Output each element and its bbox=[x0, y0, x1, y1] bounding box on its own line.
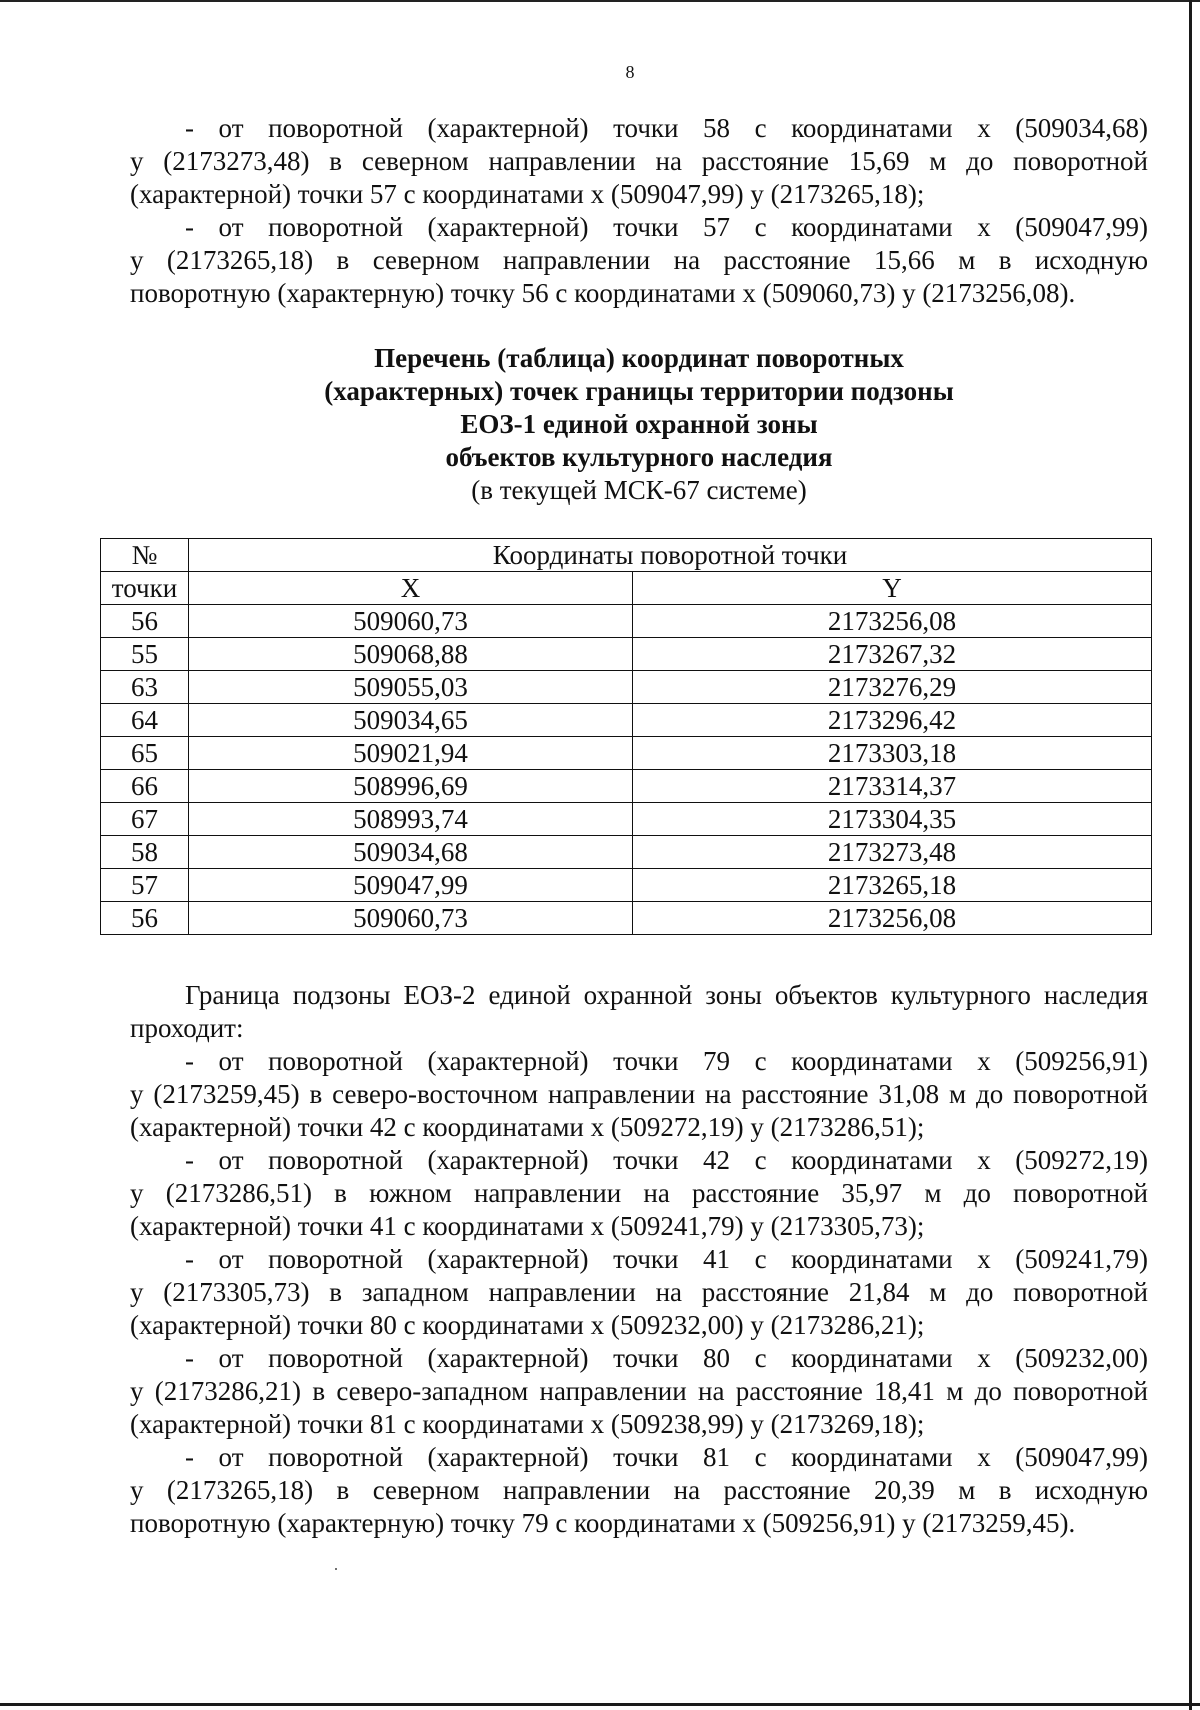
table-row bbox=[101, 704, 1152, 737]
table-row bbox=[101, 836, 1152, 869]
table-row bbox=[101, 671, 1152, 704]
heading-line: (характерных) точек границы территории подзоны bbox=[324, 376, 954, 406]
header-no: № bbox=[101, 539, 189, 572]
cell-point: 63 bbox=[101, 671, 189, 704]
text-line: (характерной) точки 80 с координатами х (509232,00) у (2173286,21); bbox=[130, 1310, 925, 1340]
cell-y: 2173256,08 bbox=[633, 902, 1152, 935]
text-line: у (2173273,48) в северном направлении на расстояние 15,69 м до поворотной bbox=[130, 146, 1148, 176]
cell-point: 67 bbox=[101, 803, 189, 836]
cell-x: 508996,69 bbox=[189, 770, 633, 803]
cell-x: 509068,88 bbox=[189, 638, 633, 671]
cell-x: 509021,94 bbox=[189, 737, 633, 770]
text-line: (характерной) точки 42 с координатами х (509272,19) у (2173286,51); bbox=[130, 1112, 925, 1142]
text-line: - от поворотной (характерной) точки 81 с координатами х (509047,99) bbox=[185, 1442, 1148, 1472]
paragraph-point-57 bbox=[130, 211, 1148, 310]
paragraph-point-80 bbox=[130, 1342, 1148, 1441]
scan-edge-top bbox=[0, 0, 1200, 6]
heading-line: объектов культурного наследия bbox=[445, 442, 833, 472]
cell-x: 509060,73 bbox=[189, 902, 633, 935]
cell-x: 509060,73 bbox=[189, 605, 633, 638]
text-line: - от поворотной (характерной) точки 42 с координатами х (509272,19) bbox=[185, 1145, 1148, 1175]
cell-point: 56 bbox=[101, 605, 189, 638]
cell-y: 2173303,18 bbox=[633, 737, 1152, 770]
cell-point: 55 bbox=[101, 638, 189, 671]
header-coordinates: Координаты поворотной точки bbox=[189, 539, 1152, 572]
heading-subtitle: (в текущей МСК-67 системе) bbox=[471, 475, 807, 505]
text-line: у (2173286,51) в южном направлении на расстояние 35,97 м до поворотной bbox=[130, 1178, 1148, 1208]
paragraph-point-81 bbox=[130, 1441, 1148, 1540]
cell-y: 2173265,18 bbox=[633, 869, 1152, 902]
cell-point: 56 bbox=[101, 902, 189, 935]
scan-edge-right bbox=[1189, 0, 1192, 1710]
paragraph-point-58 bbox=[130, 112, 1148, 211]
cell-y: 2173273,48 bbox=[633, 836, 1152, 869]
text-line: у (2173259,45) в северо-восточном направлении на расстояние 31,08 м до поворотной bbox=[130, 1079, 1148, 1109]
cell-point: 58 bbox=[101, 836, 189, 869]
cell-y: 2173256,08 bbox=[633, 605, 1152, 638]
cell-y: 2173267,32 bbox=[633, 638, 1152, 671]
scan-speck bbox=[335, 1568, 337, 1570]
table-row bbox=[101, 737, 1152, 770]
table-row bbox=[101, 803, 1152, 836]
cell-y: 2173314,37 bbox=[633, 770, 1152, 803]
text-line: у (2173286,21) в северо-западном направлении на расстояние 18,41 м до поворотной bbox=[130, 1376, 1148, 1406]
text-line: (характерной) точки 57 с координатами х (509047,99) у (2173265,18); bbox=[130, 179, 925, 209]
text-line: поворотную (характерную) точку 79 с координатами х (509256,91) у (2173259,45). bbox=[130, 1508, 1076, 1538]
cell-point: 57 bbox=[101, 869, 189, 902]
text-line: (характерной) точки 81 с координатами х (509238,99) у (2173269,18); bbox=[130, 1409, 925, 1439]
text-line: у (2173265,18) в северном направлении на расстояние 15,66 м в исходную bbox=[130, 245, 1148, 275]
text-line: - от поворотной (характерной) точки 58 с координатами х (509034,68) bbox=[185, 113, 1148, 143]
header-x: X bbox=[189, 572, 633, 605]
heading-line: ЕОЗ-1 единой охранной зоны bbox=[460, 409, 818, 439]
scan-edge-bottom bbox=[0, 1703, 1200, 1706]
cell-y: 2173276,29 bbox=[633, 671, 1152, 704]
header-point: точки bbox=[101, 572, 189, 605]
cell-x: 509055,03 bbox=[189, 671, 633, 704]
text-line: (характерной) точки 41 с координатами х (509241,79) у (2173305,73); bbox=[130, 1211, 925, 1241]
text-line: у (2173305,73) в западном направлении на расстояние 21,84 м до поворотной bbox=[130, 1277, 1148, 1307]
table-header-row bbox=[101, 539, 1152, 572]
cell-x: 509034,68 bbox=[189, 836, 633, 869]
paragraph-point-42 bbox=[130, 1144, 1148, 1243]
cell-point: 64 bbox=[101, 704, 189, 737]
text-line: - от поворотной (характерной) точки 41 с координатами х (509241,79) bbox=[185, 1244, 1148, 1274]
table-row bbox=[101, 902, 1152, 935]
cell-x: 509034,65 bbox=[189, 704, 633, 737]
cell-x: 509047,99 bbox=[189, 869, 633, 902]
paragraph-eoz2-intro bbox=[130, 979, 1148, 1045]
paragraph-point-41 bbox=[130, 1243, 1148, 1342]
table-row bbox=[101, 605, 1152, 638]
coordinates-table bbox=[100, 538, 1152, 935]
table-header-row bbox=[101, 572, 1152, 605]
header-y: Y bbox=[633, 572, 1152, 605]
table-heading bbox=[130, 342, 1148, 507]
cell-y: 2173304,35 bbox=[633, 803, 1152, 836]
cell-point: 65 bbox=[101, 737, 189, 770]
page-number: 8 bbox=[625, 62, 635, 82]
text-line: Граница подзоны ЕОЗ-2 единой охранной зоны объектов культурного наследия bbox=[185, 980, 1148, 1010]
paragraph-point-79 bbox=[130, 1045, 1148, 1144]
table-row bbox=[101, 869, 1152, 902]
heading-line: Перечень (таблица) координат поворотных bbox=[374, 343, 904, 373]
text-line: проходит: bbox=[130, 1013, 244, 1043]
table-row bbox=[101, 770, 1152, 803]
text-line: поворотную (характерную) точку 56 с координатами х (509060,73) у (2173256,08). bbox=[130, 278, 1076, 308]
text-line: - от поворотной (характерной) точки 79 с координатами х (509256,91) bbox=[185, 1046, 1148, 1076]
table-row bbox=[101, 638, 1152, 671]
text-line: - от поворотной (характерной) точки 80 с координатами х (509232,00) bbox=[185, 1343, 1148, 1373]
cell-point: 66 bbox=[101, 770, 189, 803]
cell-y: 2173296,42 bbox=[633, 704, 1152, 737]
cell-x: 508993,74 bbox=[189, 803, 633, 836]
text-line: - от поворотной (характерной) точки 57 с координатами х (509047,99) bbox=[185, 212, 1148, 242]
text-line: у (2173265,18) в северном направлении на расстояние 20,39 м в исходную bbox=[130, 1475, 1148, 1505]
